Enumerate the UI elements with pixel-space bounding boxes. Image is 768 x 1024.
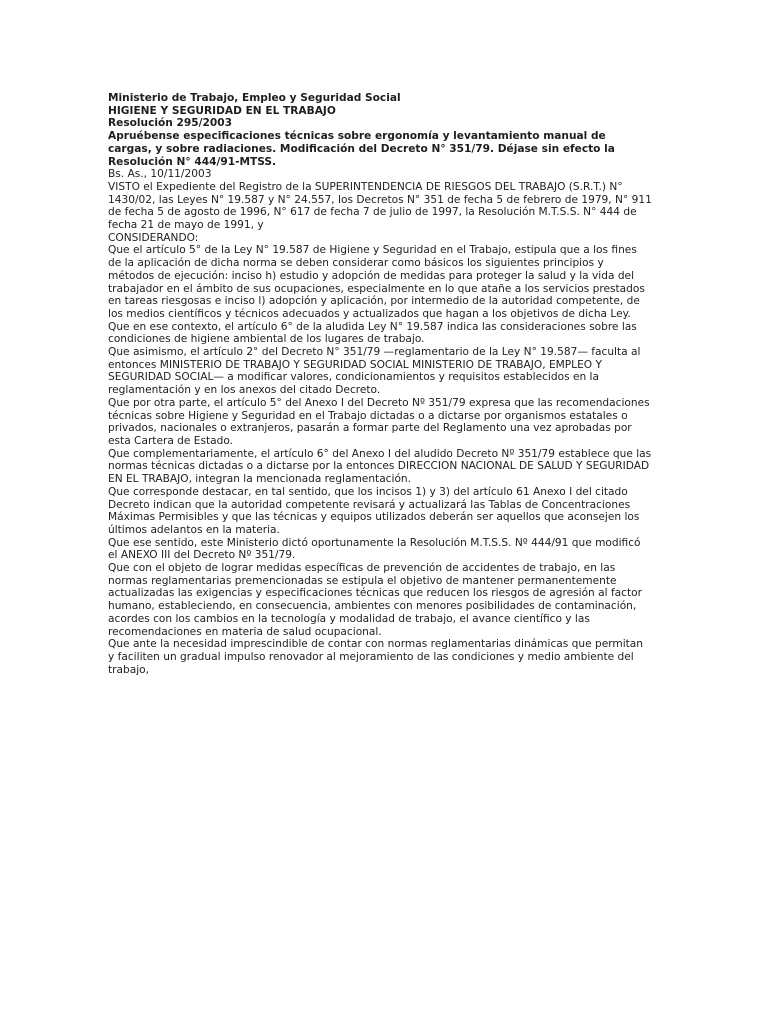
- considerando-paragraph: Que ante la necesidad imprescindible de contar con normas reglamentarias dinámicas que permitan y faciliten un gradual impulso renovador al mejoramiento de las condiciones y medio ambiente del trabajo,: [108, 638, 643, 676]
- ministry-name: Ministerio de Trabajo, Empleo y Seguridad Social: [108, 92, 401, 104]
- considerando-paragraph: Que corresponde destacar, en tal sentido, que los incisos 1) y 3) del artículo 61 Anexo I del citado Decreto indican que la autoridad competente revisará y actualizará las Tablas de Concentraciones Máximas Permisibles y que las técnicas y equipos utilizados deberán ser aquellos que aconsejen los últimos adelantos en la materia.: [108, 485, 640, 536]
- considerando-paragraph: Que el artículo 5° de la Ley N° 19.587 de Higiene y Seguridad en el Trabajo, estipula que a los fines de la aplicación de dicha norma se deben considerar como básicos los siguientes principios y métodos de ejecución: inciso h) estudio y adopción de medidas para proteger la salud y la vida del trabajador en el ámbito de sus ocupaciones, especialmente en lo que atañe a los servicios prestados en tareas riesgosas e inciso l) adopción y aplicación, por intermedio de la autoridad competente, de los medios científicos y técnicos adecuados y actualizados que hagan a los objetivos de dicha Ley.: [108, 244, 645, 320]
- section-title: HIGIENE Y SEGURIDAD EN EL TRABAJO: [108, 104, 336, 117]
- considerando-paragraph: Que asimismo, el artículo 2° del Decreto N° 351/79 —reglamentario de la Ley N° 19.587— faculta al entonces MINISTERIO DE TRABAJO Y SEGURIDAD SOCIAL MINISTERIO DE TRABAJO, EMPLEO Y SEGURIDAD SOCIAL— a modificar valores, condicionamientos y requisitos establecidos en la reglamentación y en los anexos del citado Decreto.: [108, 346, 641, 397]
- document-date: Bs. As., 10/11/2003: [108, 168, 212, 181]
- resolution-summary: Apruébense especificaciones técnicas sobre ergonomía y levantamiento manual de cargas, y sobre radiaciones. Modificación del Decreto N° 351/79. Déjase sin efecto la Resolución N° 444/91-MTSS.: [108, 130, 615, 168]
- resolution-number: Resolución 295/2003: [108, 117, 232, 130]
- considerando-paragraph: Que ese sentido, este Ministerio dictó oportunamente la Resolución M.T.S.S. Nº 444/91 que modificó el ANEXO III del Decreto Nº 351/79.: [108, 536, 641, 562]
- considerando-heading: CONSIDERANDO:: [108, 231, 199, 244]
- visto-paragraph: VISTO el Expediente del Registro de la SUPERINTENDENCIA DE RIESGOS DEL TRABAJO (S.R.T.) N° 1430/02, las Leyes N° 19.587 y N° 24.557, los Decretos N° 351 de fecha 5 de febrero de 1979, N° 911 de fecha 5 de agosto de 1996, N° 617 de fecha 7 de julio de 1997, la Resolución M.T.S.S. N° 444 de fecha 21 de mayo de 1991, y: [108, 180, 652, 232]
- document-page: [108, 92, 652, 676]
- considerando-paragraph: Que por otra parte, el artículo 5° del Anexo I del Decreto Nº 351/79 expresa que las recomendaciones técnicas sobre Higiene y Seguridad en el Trabajo dictadas o a dictarse por organismos estatales o privados, nacionales o extranjeros, pasarán a formar parte del Reglamento una vez aprobadas por esta Cartera de Estado.: [108, 396, 650, 447]
- considerando-paragraph: Que con el objeto de lograr medidas específicas de prevención de accidentes de trabajo, en las normas reglamentarias premencionadas se estipula el objetivo de mantener permanentemente actualizadas las exigencias y especificaciones técnicas que reducen los riesgos de agresión al factor humano, estableciendo, en consecuencia, ambientes con menores posibilidades de contaminación, acordes con los cambios en la tecnología y modalidad de trabajo, el avance científico y las recomendaciones en materia de salud ocupacional.: [108, 562, 642, 638]
- considerando-paragraph: Que complementariamente, el artículo 6° del Anexo I del aludido Decreto Nº 351/79 establece que las normas técnicas dictadas o a dictarse por la entonces DIRECCION NACIONAL DE SALUD Y SEGURIDAD EN EL TRABAJO, integran la mencionada reglamentación.: [108, 447, 652, 486]
- considerando-paragraph: Que en ese contexto, el artículo 6° de la aludida Ley N° 19.587 indica las consideraciones sobre las condiciones de higiene ambiental de los lugares de trabajo.: [108, 320, 637, 346]
